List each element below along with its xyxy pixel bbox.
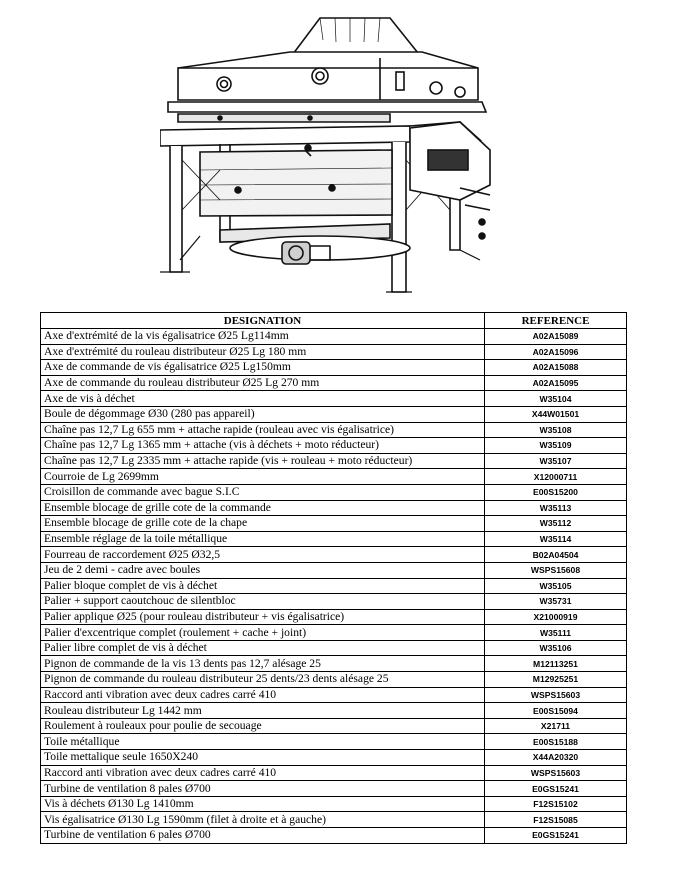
reference-cell: W35111: [485, 625, 627, 641]
designation-cell: Courroie de Lg 2699mm: [41, 469, 485, 485]
table-row: [41, 625, 627, 641]
table-row: [41, 718, 627, 734]
table-row: [41, 344, 627, 360]
designation-cell: Turbine de ventilation 8 pales Ø700: [41, 781, 485, 797]
table-row: [41, 484, 627, 500]
designation-cell: Axe d'extrémité de la vis égalisatrice Ø25 Lg114mm: [41, 329, 485, 345]
designation-cell: Pignon de commande du rouleau distributeur 25 dents/23 dents alésage 25: [41, 672, 485, 688]
reference-header: REFERENCE: [485, 313, 627, 329]
reference-cell: W35113: [485, 500, 627, 516]
designation-cell: Palier + support caoutchouc de silentbloc: [41, 594, 485, 610]
designation-cell: Palier libre complet de vis à déchet: [41, 640, 485, 656]
table-row: [41, 360, 627, 376]
table-row: [41, 422, 627, 438]
designation-header: DESIGNATION: [41, 313, 485, 329]
designation-cell: Toile mettalique seule 1650X240: [41, 750, 485, 766]
reference-cell: E0GS15241: [485, 828, 627, 844]
table-row: [41, 453, 627, 469]
designation-cell: Fourreau de raccordement Ø25 Ø32,5: [41, 547, 485, 563]
designation-cell: Vis à déchets Ø130 Lg 1410mm: [41, 796, 485, 812]
reference-cell: E00S15094: [485, 703, 627, 719]
reference-cell: WSPS15603: [485, 765, 627, 781]
designation-cell: Raccord anti vibration avec deux cadres carré 410: [41, 687, 485, 703]
reference-cell: W35105: [485, 578, 627, 594]
reference-cell: F12S15085: [485, 812, 627, 828]
designation-cell: Jeu de 2 demi - cadre avec boules: [41, 562, 485, 578]
table-row: [41, 329, 627, 345]
designation-cell: Roulement à rouleaux pour poulie de secouage: [41, 718, 485, 734]
reference-cell: W35731: [485, 594, 627, 610]
reference-cell: X44A20320: [485, 750, 627, 766]
designation-cell: Axe d'extrémité du rouleau distributeur Ø25 Lg 180 mm: [41, 344, 485, 360]
table-header-row: [41, 313, 627, 329]
table-row: [41, 406, 627, 422]
reference-cell: M12925251: [485, 672, 627, 688]
designation-cell: Rouleau distributeur Lg 1442 mm: [41, 703, 485, 719]
reference-cell: W35109: [485, 438, 627, 454]
designation-cell: Croisillon de commande avec bague S.I.C: [41, 484, 485, 500]
table-row: [41, 469, 627, 485]
designation-cell: Boule de dégommage Ø30 (280 pas appareil): [41, 406, 485, 422]
table-row: [41, 781, 627, 797]
table-row: [41, 609, 627, 625]
reference-cell: WSPS15608: [485, 562, 627, 578]
reference-cell: X12000711: [485, 469, 627, 485]
table-row: [41, 656, 627, 672]
table-row: [41, 516, 627, 532]
reference-cell: A02A15088: [485, 360, 627, 376]
reference-cell: WSPS15603: [485, 687, 627, 703]
parts-table: [40, 312, 627, 844]
table-row: [41, 375, 627, 391]
reference-cell: X21711: [485, 718, 627, 734]
table-row: [41, 687, 627, 703]
table-row: [41, 531, 627, 547]
reference-cell: A02A15096: [485, 344, 627, 360]
table-row: [41, 734, 627, 750]
reference-cell: W35112: [485, 516, 627, 532]
table-row: [41, 765, 627, 781]
reference-cell: A02A15095: [485, 375, 627, 391]
designation-cell: Ensemble blocage de grille cote de la commande: [41, 500, 485, 516]
table-row: [41, 500, 627, 516]
table-row: [41, 594, 627, 610]
designation-cell: Chaîne pas 12,7 Lg 1365 mm + attache (vis à déchets + moto réducteur): [41, 438, 485, 454]
table-row: [41, 796, 627, 812]
designation-cell: Palier d'excentrique complet (roulement + cache + joint): [41, 625, 485, 641]
reference-cell: X21000919: [485, 609, 627, 625]
designation-cell: Chaîne pas 12,7 Lg 655 mm + attache rapide (rouleau avec vis égalisatrice): [41, 422, 485, 438]
reference-cell: M12113251: [485, 656, 627, 672]
designation-cell: Axe de vis à déchet: [41, 391, 485, 407]
machine-illustration: [160, 10, 520, 300]
reference-cell: F12S15102: [485, 796, 627, 812]
designation-cell: Axe de commande de vis égalisatrice Ø25 Lg150mm: [41, 360, 485, 376]
designation-cell: Raccord anti vibration avec deux cadres carré 410: [41, 765, 485, 781]
parts-table-body: [41, 329, 627, 844]
designation-cell: Palier applique Ø25 (pour rouleau distributeur + vis égalisatrice): [41, 609, 485, 625]
reference-cell: B02A04504: [485, 547, 627, 563]
reference-cell: X44W01501: [485, 406, 627, 422]
table-row: [41, 672, 627, 688]
reference-cell: E0GS15241: [485, 781, 627, 797]
table-row: [41, 547, 627, 563]
table-row: [41, 703, 627, 719]
reference-cell: E00S15200: [485, 484, 627, 500]
table-row: [41, 562, 627, 578]
designation-cell: Toile métallique: [41, 734, 485, 750]
reference-cell: E00S15188: [485, 734, 627, 750]
table-row: [41, 750, 627, 766]
table-row: [41, 438, 627, 454]
reference-cell: W35107: [485, 453, 627, 469]
reference-cell: W35106: [485, 640, 627, 656]
table-row: [41, 578, 627, 594]
reference-cell: W35104: [485, 391, 627, 407]
table-row: [41, 640, 627, 656]
designation-cell: Ensemble blocage de grille cote de la chape: [41, 516, 485, 532]
reference-cell: W35114: [485, 531, 627, 547]
designation-cell: Vis égalisatrice Ø130 Lg 1590mm (filet à droite et à gauche): [41, 812, 485, 828]
reference-cell: A02A15089: [485, 329, 627, 345]
designation-cell: Turbine de ventilation 6 pales Ø700: [41, 828, 485, 844]
table-row: [41, 812, 627, 828]
designation-cell: Palier bloque complet de vis à déchet: [41, 578, 485, 594]
table-row: [41, 828, 627, 844]
designation-cell: Pignon de commande de la vis 13 dents pas 12,7 alésage 25: [41, 656, 485, 672]
reference-cell: W35108: [485, 422, 627, 438]
designation-cell: Axe de commande du rouleau distributeur Ø25 Lg 270 mm: [41, 375, 485, 391]
table-row: [41, 391, 627, 407]
designation-cell: Ensemble réglage de la toile métallique: [41, 531, 485, 547]
designation-cell: Chaîne pas 12,7 Lg 2335 mm + attache rapide (vis + rouleau + moto réducteur): [41, 453, 485, 469]
